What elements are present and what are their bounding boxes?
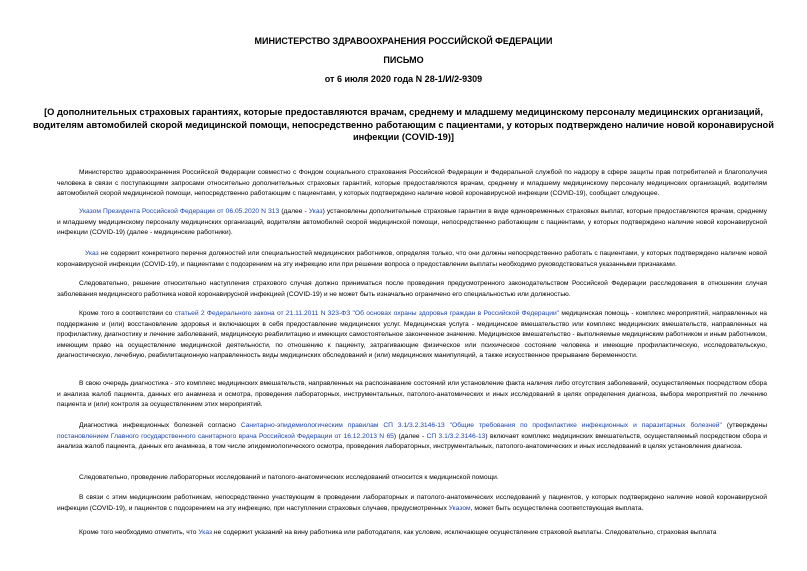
paragraph-7-text-c: ) (далее - bbox=[393, 432, 427, 440]
paragraph-2-text-a: (далее - bbox=[279, 208, 309, 215]
paragraph-5 bbox=[57, 309, 767, 362]
link-decree[interactable]: Указ bbox=[308, 208, 323, 215]
document-subject: [О дополнительных страховых гарантиях, которые предоставляются врачам, среднему и младшему медицинскому персоналу медицинских организаций, водителям автомобилей скорой медицинской помощи, непосредственно работающим с пациентами, у которых подтверждено наличие новой коронавирусной инфекции (COVID-19)] bbox=[33, 107, 774, 142]
paragraph-9 bbox=[57, 493, 767, 514]
link-sanitary-rules[interactable]: Санитарно-эпидемиологическим правилам СП 3.1/3.2.3146-13 "Общие требования по профилактике инфекционных и паразитарных болезней" bbox=[240, 422, 722, 429]
paragraph-9-text-b: , может быть осуществлена соответствующая выплата. bbox=[470, 504, 644, 512]
paragraph-5-text-b: медицинская помощь - комплекс мероприятий, направленных на поддержание и (или) восстановление здоровья и включающих в себя предоставление медицинских услуг. Медицинская услуга - медицинское вмешательство или комплекс медицинских вмешательств, направленных на профилактику, диагностику и лечение заболеваний, медицинскую реабилитацию и имеющих самостоятельное законченное значение. Медицинское вмешательство - выполняемые медицинским работником и иным работником, имеющим право на осуществление медицинской деятельности, по отношению к пациенту, затрагивающие физическое или психическое состояние человека и имеющие профилактическую, исследовательскую, диагностическую, лечебную, реабилитационную направленность виды медицинских обследований и (или) медицинских манипуляций, а также искусственное прерывание беременности. bbox=[57, 310, 767, 360]
paragraph-10-text-a: Кроме того необходимо отметить, что bbox=[79, 529, 199, 536]
paragraph-10-text-b: не содержит указаний на вину работника или работодателя, как условие, исключающее осуществление страховой выплаты. Следовательно, страховая выплата bbox=[212, 529, 717, 536]
paragraph-7-text-a: Диагностика инфекционных болезней согласно bbox=[79, 422, 241, 429]
link-sp-3146-13[interactable]: СП 3.1/3.2.3146-13 bbox=[426, 432, 486, 440]
ministry-title: МИНИСТЕРСТВО ЗДРАВООХРАНЕНИЯ РОССИЙСКОЙ ФЕДЕРАЦИИ bbox=[254, 36, 553, 46]
link-president-decree[interactable]: Указом Президента Российской Федерации от 06.05.2020 N 313 bbox=[79, 208, 280, 215]
paragraph-3-text: не содержит конкретного перечня должностей или специальностей медицинских работников, определяя только, что они должны непосредственно работать с пациентами, у которых подтверждено наличие новой коронавирусной инфекции (COVID-19), и пациентами с подозрением на эту инфекцию или при решении вопроса о предоставлении выплаты необходимо руководствоваться указанными признаками. bbox=[57, 250, 767, 268]
paragraph-5-text-a: Кроме того в соответствии со bbox=[79, 310, 175, 317]
link-resolution[interactable]: постановлением Главного государственного санитарного врача Российской Федерации от 16.12.2013 N 65 bbox=[57, 432, 394, 440]
paragraph-1 bbox=[57, 168, 767, 200]
link-decree[interactable]: Указ bbox=[198, 529, 213, 536]
paragraph-1-text: Министерство здравоохранения Российской Федерации совместно с Фондом социального страхования Российской Федерации и Федеральной службой по надзору в сфере защиты прав потребителей и благополучия человека в связи с поступающими запросами относительно дополнительных страховых гарантий, которые предоставляются врачам, среднему и младшему медицинскому персоналу медицинских организаций, водителям автомобилей скорой медицинской помощи, непосредственно работающим с пациентами, у которых подтверждено наличие новой коронавирусной инфекции (COVID-19), сообщает следующее. bbox=[57, 169, 767, 198]
link-decree[interactable]: Указом bbox=[448, 504, 471, 512]
paragraph-6-text: В свою очередь диагностика - это комплекс медицинских вмешательств, направленных на распознавание состояний или установление факта наличия либо отсутствия заболеваний, осуществляемых посредством сбора и анализа жалоб пациента, данных его анамнеза и осмотра, проведения лабораторных, инструментальных, патолого-анатомических и иных исследований в целях определения диагноза, выбора мероприятий по лечению пациента и (или) контроля за осуществлением этих мероприятий. bbox=[57, 380, 767, 409]
paragraph-4-text: Следовательно, решение относительно наступления страхового случая должно приниматься после проведения предусмотренного законодательством Российской Федерации расследования в отношении случая заболевания медицинского работника новой коронавирусной инфекцией (COVID-19) и не может быть изначально ограничено его специальностью или должностью. bbox=[57, 280, 767, 298]
link-decree[interactable]: Указ bbox=[85, 250, 99, 257]
link-federal-law-323[interactable]: статьей 2 Федерального закона от 21.11.2011 N 323-ФЗ "Об основах охраны здоровья граждан в Российской Федерации" bbox=[174, 310, 560, 317]
paragraph-10 bbox=[57, 528, 767, 539]
paragraph-7-text-d: ) включает комплекс медицинских вмешательств, осуществляемый посредством сбора и анализа жалоб пациента, данных его анамнеза, в том числе эпидемиологического осмотра, проведения лабораторных, инструментальных, патолого-анатомических и иных исследований в целях установления диагноза. bbox=[57, 432, 767, 451]
paragraph-8 bbox=[57, 473, 767, 484]
paragraph-3 bbox=[57, 249, 767, 270]
document-type: ПИСЬМО bbox=[383, 55, 424, 65]
paragraph-9-text-a: В связи с этим медицинским работникам, непосредственно участвующим в проведении лабораторных и патолого-анатомических исследований у пациентов, у которых подтверждено наличие новой коронавирусной инфекции (COVID-19), и пациентов с подозрением на эту инфекцию, при наступлении страховых случаев, предусмотренных bbox=[57, 494, 767, 512]
paragraph-2 bbox=[57, 207, 767, 239]
paragraph-7-text-b: (утверждены bbox=[721, 422, 767, 429]
paragraph-4 bbox=[57, 279, 767, 300]
paragraph-7 bbox=[57, 421, 767, 453]
document-date-number: от 6 июля 2020 года N 28-1/И/2-9309 bbox=[324, 74, 483, 84]
paragraph-2-text-b: ) установлены дополнительные страховые гарантии в виде единовременных страховых выплат, которые предоставляются врачам, среднему и младшему медицинскому персоналу медицинских организаций, водителям автомобилей скорой медицинской помощи, непосредственно работающим с пациентами, у которых подтверждено наличие новой коронавирусной инфекции (COVID-19) (далее - медицинские работники). bbox=[57, 208, 767, 237]
paragraph-8-text: Следовательно, проведение лабораторных исследований и патолого-анатомических исследований относится к медицинской помощи. bbox=[79, 474, 499, 481]
paragraph-6 bbox=[57, 379, 767, 411]
